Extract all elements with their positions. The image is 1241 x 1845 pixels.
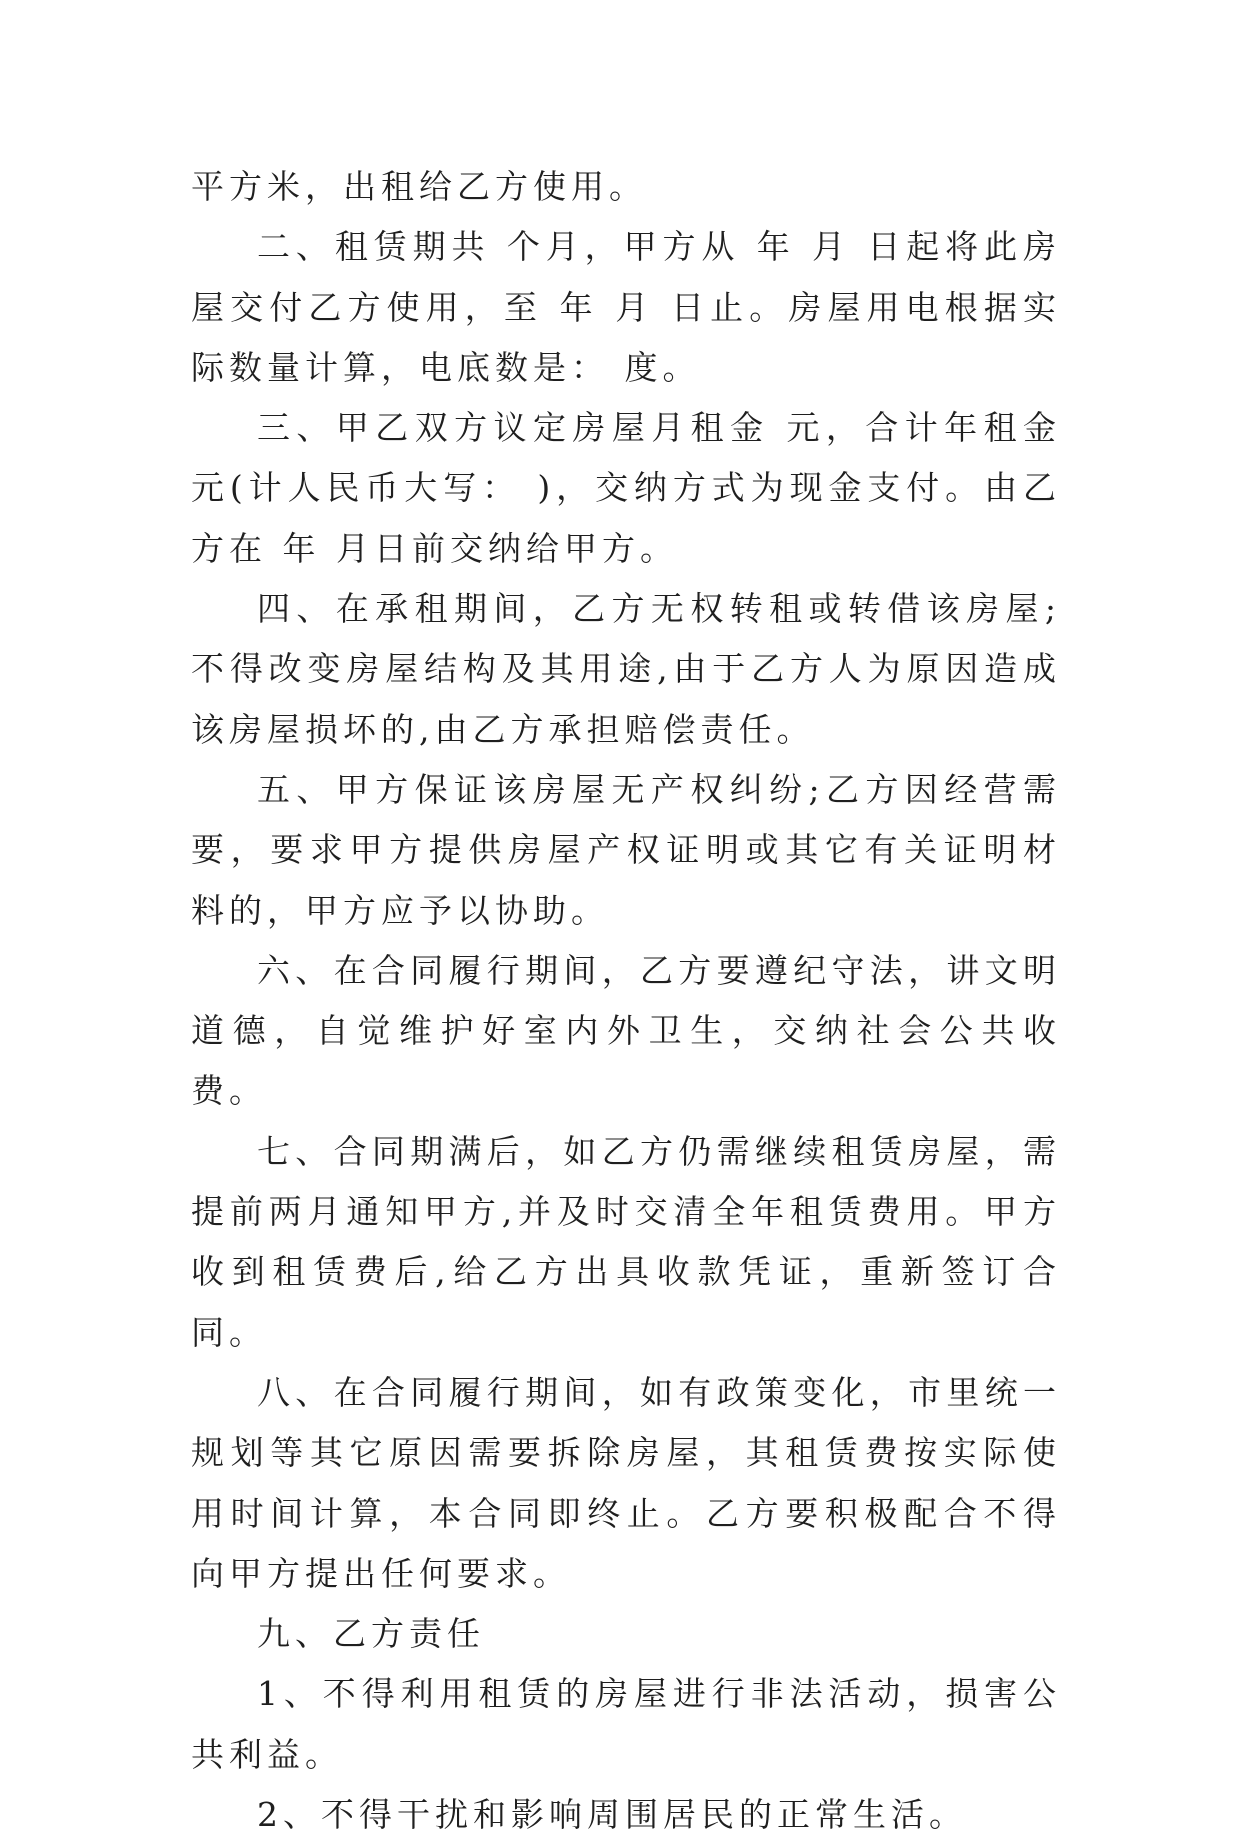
- clause-9-item-1: 1、不得利用租赁的房屋进行非法活动，损害公共利益。: [191, 1674, 1061, 1774]
- clause-9-heading: 九、乙方责任: [257, 1614, 485, 1654]
- clause-2-lease-term: 二、租赁期共 个月，甲方从 年 月 日起将此房屋交付乙方使用，至 年 月 日止。房屋用电根据实际数量计算，电底数是： 度。: [191, 227, 1061, 387]
- clause-6-conduct: 六、在合同履行期间，乙方要遵纪守法，讲文明道德，自觉维护好室内外卫生，交纳社会公共收费。: [191, 950, 1061, 1111]
- clause-3-rent: 三、甲乙双方议定房屋月租金 元，合计年租金 元(计人民币大写： )，交纳方式为现金支付。由乙方在 年 月日前交纳给甲方。: [191, 408, 1061, 568]
- clause-8-termination: 八、在合同履行期间，如有政策变化，市里统一规划等其它原因需要拆除房屋，其租赁费按实际使用时间计算，本合同即终止。乙方要积极配合不得向甲方提出任何要求。: [191, 1372, 1061, 1593]
- clause-4-sublease: 四、在承租期间，乙方无权转租或转借该房屋;不得改变房屋结构及其用途,由于乙方人为原因造成该房屋损坏的,由乙方承担赔偿责任。: [191, 589, 1061, 749]
- contract-body: [191, 157, 1061, 1845]
- clause-7-renewal: 七、合同期满后，如乙方仍需继续租赁房屋，需提前两月通知甲方,并及时交清全年租赁费用。甲方收到租赁费后,给乙方出具收款凭证，重新签订合同。: [191, 1131, 1061, 1352]
- paragraph-continuation: 平方米，出租给乙方使用。: [191, 167, 647, 206]
- clause-5-property-rights: 五、甲方保证该房屋无产权纠纷;乙方因经营需要，要求甲方提供房屋产权证明或其它有关证明材料的，甲方应予以协助。: [191, 769, 1061, 930]
- clause-9-item-2: 2、不得干扰和影响周围居民的正常生活。: [257, 1795, 967, 1835]
